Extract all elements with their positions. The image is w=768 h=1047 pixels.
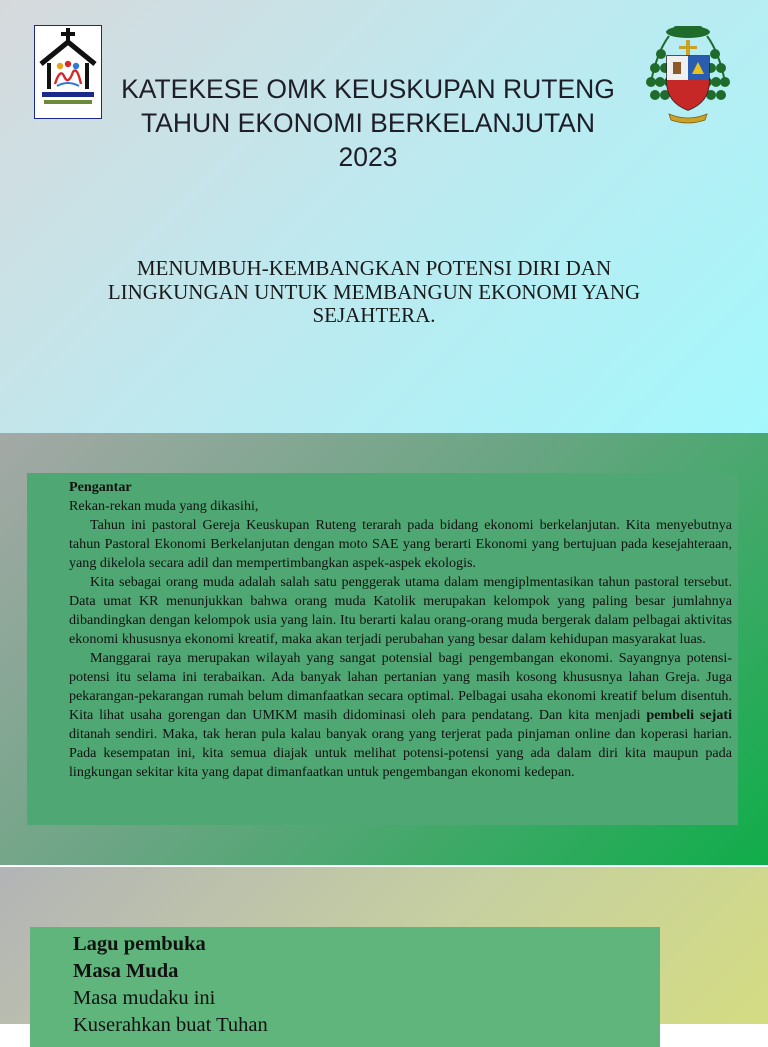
slide-title [0, 0, 768, 433]
theme-line-2: LINGKUNGAN UNTUK MEMBANGUN EKONOMI YANG [107, 279, 641, 304]
theme-heading [60, 257, 688, 328]
slide-opening-song [0, 867, 768, 1036]
diocese-coat-of-arms-icon [643, 22, 733, 126]
theme-line-1: MENUMBUH-KEMBANGKAN POTENSI DIRI DAN [136, 256, 612, 280]
paragraph-2: Kita sebagai orang muda adalah salah satu penggerak utama dalam mengiplmentasikan tahun pastoral tersebut. Data umat KR menunjukkan bahwa orang muda Katolik merupakan kelompok yang paling besar jumlahnya dibandingkan dengan kelompok usia yang lain. Itu berarti kalau orang-orang muda bergerak dalam pelbagai aktivitas ekonomi khususnya ekonomi kreatif, maka akan terjadi perubahan yang besar dalam kehidupan masyarakat luas. [69, 574, 732, 647]
title-line-1: KATEKESE OMK KEUSKUPAN RUTENG [121, 74, 615, 104]
song-text-box [30, 927, 660, 1047]
theme-line-3: SEJAHTERA. [312, 303, 436, 327]
section-heading: Pengantar [69, 479, 132, 495]
title-line-3: 2023 [338, 142, 398, 172]
lyric-line-1: Masa mudaku ini [73, 987, 216, 1009]
paragraph-3-text-a: Manggarai raya merupakan wilayah yang sangat potensial bagi pengembangan ekonomi. Sayangnya potensi-potensi itu selama ini terabaikan. Ada banyak lahan pertanian yang masih kosong khususnya lahan Greja. Juga pekarangan-pekarangan rumah belum dimanfaatkan secara optimal. Pelbagai usaha ekonomi kreatif belum disentuh. Kita lihat usaha gorengan dan UMKM masih didominasi oleh para pendatang. Dan kita menjadi [69, 650, 732, 723]
paragraph-3 [69, 649, 732, 782]
komisi-kepemudaan-logo-icon [34, 25, 102, 119]
title-line-2: TAHUN EKONOMI BERKELANJUTAN [141, 108, 595, 138]
slide-title-text [110, 72, 626, 174]
paragraph-1: Tahun ini pastoral Gereja Keuskupan Ruteng terarah pada bidang ekonomi berkelanjutan. Kita menyebutnya tahun Pastoral Ekonomi Berkelanjutan dengan moto SAE yang berarti Ekonomi yang bertujuan pada kesejahteraan, yang dikelola secara adil dan mempertimbangkan aspek-aspek ekologis. [69, 517, 732, 571]
lyric-line-2: Kuserahkan buat Tuhan [73, 1014, 268, 1036]
introduction-text-box [27, 473, 738, 825]
song-label: Lagu pembuka [73, 933, 206, 955]
slide-introduction [0, 433, 768, 865]
paragraph-3-text-b: ditanah sendiri. Maka, tak heran pula kalau banyak orang yang terjerat pada pinjaman online dan koperasi harian. Pada kesempatan ini, kita semua diajak untuk melihat potensi-potensi yang ada dalam diri kita maupun pada lingkungan sekitar kita yang dapat dimanfaatkan untuk pengembangan ekonomi kedepan. [69, 726, 732, 780]
emphasis-pembeli-sejati: pembeli sejati [646, 707, 732, 723]
greeting: Rekan-rekan muda yang dikasihi, [69, 498, 259, 514]
song-title: Masa Muda [73, 960, 179, 982]
